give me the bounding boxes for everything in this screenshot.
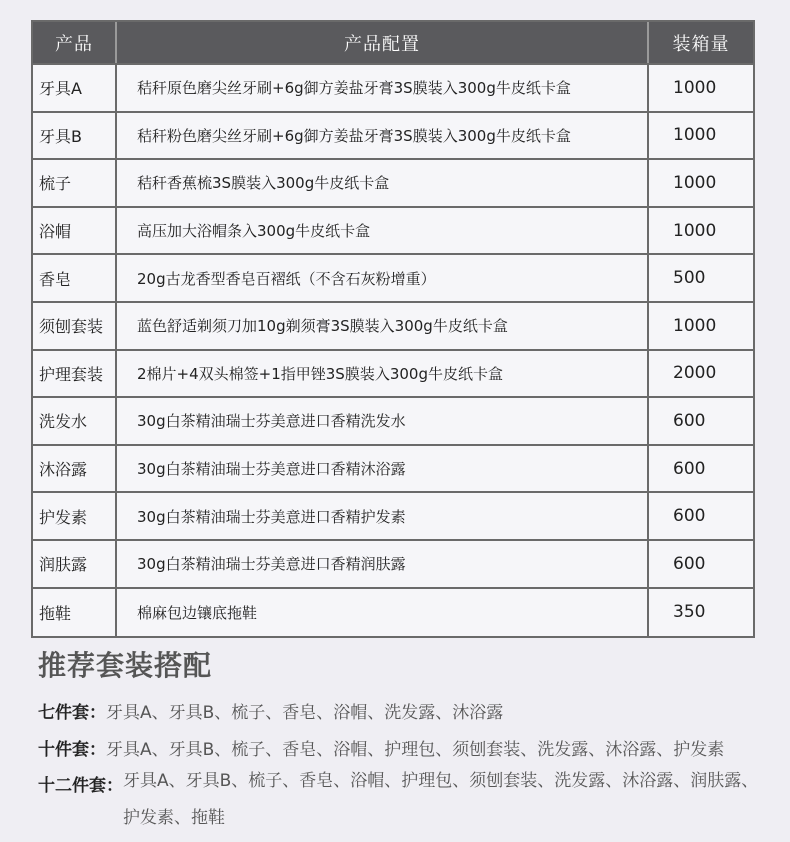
product-name: 浴帽 xyxy=(33,208,117,254)
product-name: 牙具B xyxy=(33,113,117,159)
product-config: 高压加大浴帽条入300g牛皮纸卡盒 xyxy=(117,208,649,254)
product-name: 润肤露 xyxy=(33,541,117,587)
table-row xyxy=(33,255,753,303)
header-product: 产品 xyxy=(33,22,117,63)
product-name: 梳子 xyxy=(33,160,117,206)
table-row xyxy=(33,160,753,208)
table-row xyxy=(33,65,753,113)
combo-label: 十件套： xyxy=(38,740,106,760)
product-name: 拖鞋 xyxy=(33,589,117,637)
product-name: 牙具A xyxy=(33,65,117,111)
product-config: 棉麻包边镶底拖鞋 xyxy=(117,589,649,637)
product-config: 秸秆原色磨尖丝牙刷+6g御方姜盐牙膏3S膜装入300g牛皮纸卡盒 xyxy=(117,65,649,111)
product-config: 蓝色舒适剃须刀加10g剃须膏3S膜装入300g牛皮纸卡盒 xyxy=(117,303,649,349)
product-config: 20g古龙香型香皂百褶纸（不含石灰粉增重） xyxy=(117,255,649,301)
recommend-title: 推荐套装搭配 xyxy=(38,649,213,682)
box-quantity: 600 xyxy=(673,458,706,479)
table-row xyxy=(33,541,753,589)
box-quantity: 500 xyxy=(673,268,706,289)
table-header xyxy=(33,22,753,65)
product-config: 30g白茶精油瑞士芬美意进口香精护发素 xyxy=(117,493,649,539)
box-quantity: 2000 xyxy=(673,363,717,384)
product-name: 须刨套装 xyxy=(33,303,117,349)
product-table xyxy=(31,20,755,638)
product-config: 30g白茶精油瑞士芬美意进口香精洗发水 xyxy=(117,398,649,444)
product-config: 30g白茶精油瑞士芬美意进口香精润肤露 xyxy=(117,541,649,587)
box-quantity: 350 xyxy=(673,602,706,623)
combo-items: 牙具A、牙具B、梳子、香皂、浴帽、护理包、须刨套装、洗发露、沐浴露、润肤露、护发素、拖鞋 xyxy=(123,771,759,828)
box-quantity: 1000 xyxy=(673,77,717,98)
box-quantity: 600 xyxy=(673,553,706,574)
box-quantity: 600 xyxy=(673,506,706,527)
product-name: 护发素 xyxy=(33,493,117,539)
combo-items: 牙具A、牙具B、梳子、香皂、浴帽、洗发露、沐浴露 xyxy=(106,703,504,723)
product-name: 香皂 xyxy=(33,255,117,301)
combo-label: 七件套： xyxy=(38,703,106,723)
box-quantity: 1000 xyxy=(673,172,717,193)
product-config: 2棉片+4双头棉签+1指甲锉3S膜装入300g牛皮纸卡盒 xyxy=(117,351,649,397)
product-name: 护理套装 xyxy=(33,351,117,397)
table-row xyxy=(33,208,753,256)
product-config: 秸秆粉色磨尖丝牙刷+6g御方姜盐牙膏3S膜装入300g牛皮纸卡盒 xyxy=(117,113,649,159)
combo-label: 十二件套： xyxy=(38,776,123,796)
table-row xyxy=(33,303,753,351)
product-config: 30g白茶精油瑞士芬美意进口香精沐浴露 xyxy=(117,446,649,492)
box-quantity: 1000 xyxy=(673,220,717,241)
box-quantity: 1000 xyxy=(673,125,717,146)
header-config: 产品配置 xyxy=(117,22,649,63)
combo-items: 牙具A、牙具B、梳子、香皂、浴帽、护理包、须刨套装、洗发露、沐浴露、护发素 xyxy=(106,740,725,760)
box-quantity: 1000 xyxy=(673,315,717,336)
table-row xyxy=(33,351,753,399)
product-name: 洗发水 xyxy=(33,398,117,444)
table-row xyxy=(33,113,753,161)
table-row xyxy=(33,446,753,494)
table-row xyxy=(33,398,753,446)
combo-seven xyxy=(38,698,503,723)
box-quantity: 600 xyxy=(673,410,706,431)
combo-ten xyxy=(38,735,724,760)
product-config: 秸秆香蕉梳3S膜装入300g牛皮纸卡盒 xyxy=(117,160,649,206)
header-quantity: 装箱量 xyxy=(672,33,730,55)
table-row xyxy=(33,493,753,541)
table-row xyxy=(33,589,753,637)
product-name: 沐浴露 xyxy=(33,446,117,492)
combo-twelve xyxy=(38,771,763,837)
